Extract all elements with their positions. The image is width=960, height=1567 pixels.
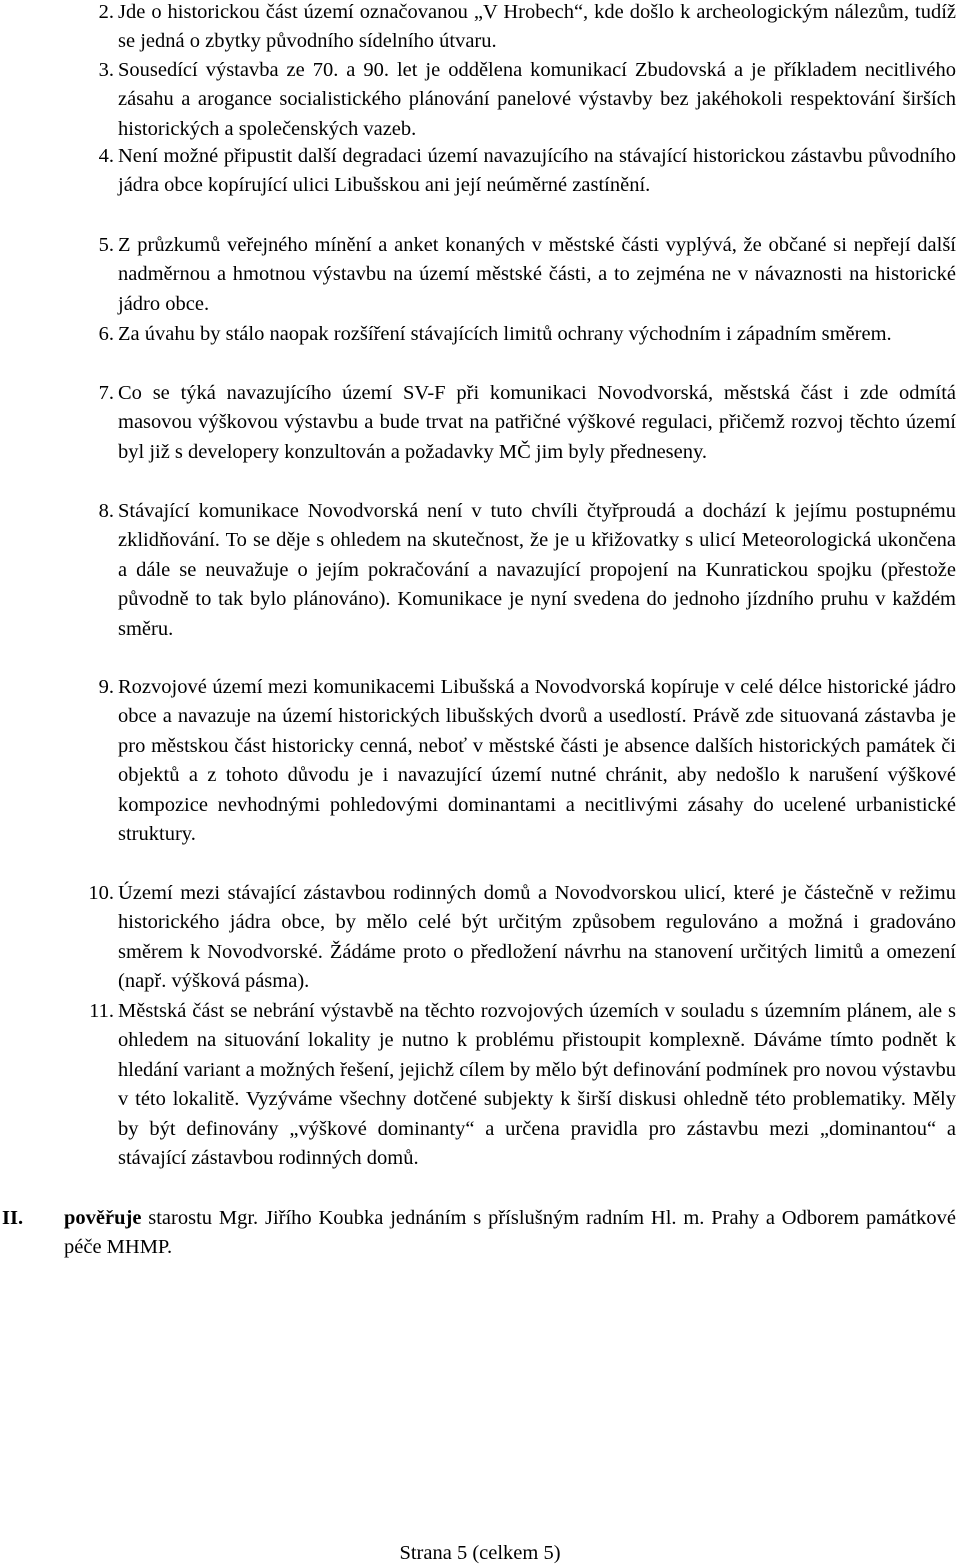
list-item-number: 8. xyxy=(98,500,114,522)
list-item-text: Za úvahu by stálo naopak rozšíření stávajících limitů ochrany východním i západním směrem. xyxy=(118,323,892,345)
section-bold-word: pověřuje xyxy=(64,1207,142,1229)
list-item-number: 9. xyxy=(98,676,114,698)
list-item-number: 5. xyxy=(98,234,114,256)
section-numeral: II. xyxy=(2,1207,24,1229)
list-item-number: 4. xyxy=(98,145,114,167)
list-item-number: 7. xyxy=(98,382,114,404)
list-item-number: 2. xyxy=(98,1,114,23)
list-item-number: 3. xyxy=(98,59,114,81)
list-item-text: Stávající komunikace Novodvorská není v tuto chvíli čtyřproudá a dochází k jejímu postupnému zklidňování. To se děje s ohledem na skutečnost, že je u křižovatky s ulicí Meteorologická ukončena a dále se neuvažuje o jejím pokračování a navazující propojení na Kunratickou spojku (přestože původně to tak bylo plánováno). Komunikace je nyní svedena do jednoho jízdního pruhu v každém směru. xyxy=(118,500,956,640)
list-item-number: 11. xyxy=(89,1000,114,1022)
list-item-number: 6. xyxy=(98,323,114,345)
list-item-text: Rozvojové území mezi komunikacemi Libušská a Novodvorská kopíruje v celé délce historické jádro obce a navazuje na území historických libušských dvorů a usedlostí. Právě zde situovaná zástavba je pro městskou část historicky cenná, neboť v městské části je absence dalších historických památek či objektů a z tohoto důvodu je i navazující území nutné chránit, aby nedošlo k narušení výškové kompozice nevhodnými pohledovými dominantami a necitlivými zásahy do ucelené urbanistické struktury. xyxy=(118,676,956,846)
page-footer: Strana 5 (celkem 5) xyxy=(399,1542,561,1564)
list-item-text: Sousedící výstavba ze 70. a 90. let je oddělena komunikací Zbudovská a je příkladem necitlivého zásahu a arogance socialistického plánování panelové výstavby bez jakéhokoli respektování širších historických a společenských vazeb. xyxy=(118,59,956,140)
list-item-number: 10. xyxy=(88,882,114,904)
list-item-text: Není možné připustit další degradaci území navazujícího na stávající historickou zástavbu původního jádra obce kopírující ulici Libušskou ani její neúměrné zastínění. xyxy=(118,145,956,197)
section-text xyxy=(64,1204,956,1263)
list-item-text: Z průzkumů veřejného mínění a anket konaných v městské části vyplývá, že občané si nepřejí další nadměrnou a hmotnou výstavbu na území městské části, a to zejména ne v návaznosti na historické jádro obce. xyxy=(118,234,956,315)
list-item-text: Území mezi stávající zástavbou rodinných domů a Novodvorskou ulicí, které je částečně v režimu historického jádra obce, by mělo celé být určitým způsobem regulováno a možná i gradováno směrem k Novodvorské. Žádáme proto o předložení návrhu na stanovení určitých limitů a omezení (např. výšková pásma). xyxy=(118,882,956,993)
list-item-text: Co se týká navazujícího území SV-F při komunikaci Novodvorská, městská část i zde odmítá masovou výškovou výstavbu a bude trvat na patřičné výškové regulaci, přičemž rozvoj těchto území byl již s developery konzultován a požadavky MČ jim byly předneseny. xyxy=(118,382,956,463)
section-body: starostu Mgr. Jiřího Koubka jednáním s příslušným radním Hl. m. Prahy a Odborem památkové péče MHMP. xyxy=(64,1207,956,1259)
list-item-text: Jde o historickou část území označovanou „V Hrobech“, kde došlo k archeologickým nálezům, tudíž se jedná o zbytky původního sídelního útvaru. xyxy=(118,1,956,53)
list-item-text: Městská část se nebrání výstavbě na těchto rozvojových územích v souladu s územním plánem, ale s ohledem na situování lokality je nutno k problému přistoupit komplexně. Dáváme tímto podnět k hledání variant a možných řešení, jejichž cílem by mělo být definování podmínek pro novou výstavbu v této lokalitě. Vyzýváme všechny dotčené subjekty k širší diskusi ohledně této problematiky. Měly by být definovány „výškové dominanty“ a určena pravidla pro zástavbu mezi „dominantou“ a stávající zástavbou rodinných domů. xyxy=(118,1000,956,1170)
